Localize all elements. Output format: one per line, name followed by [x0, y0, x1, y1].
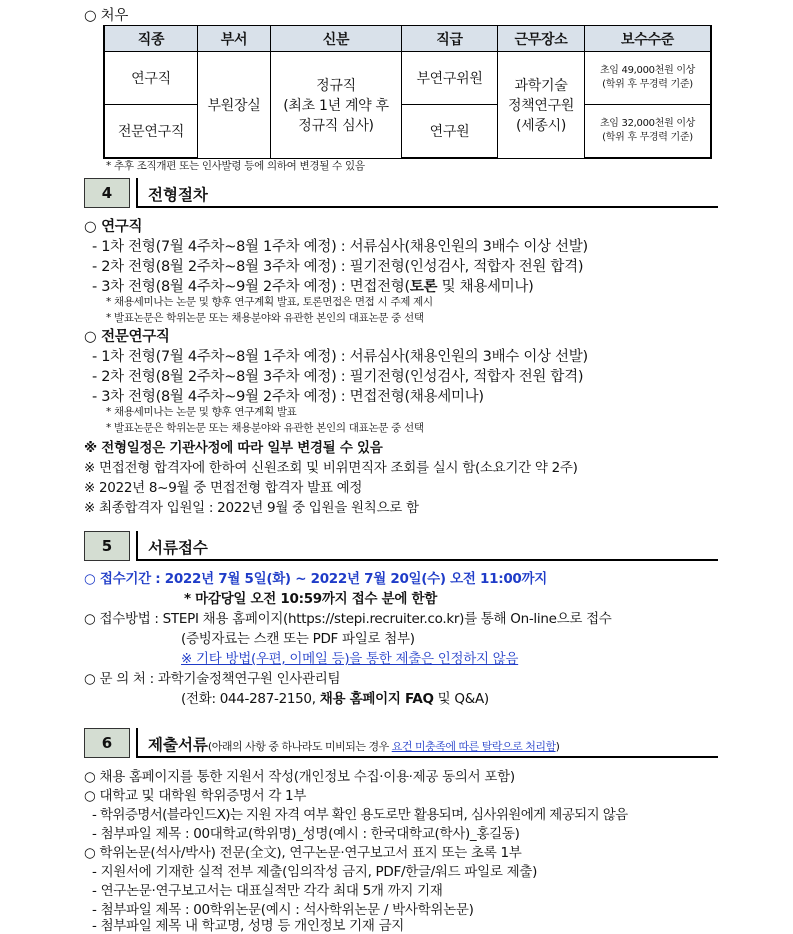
pro-heading: ○ 전문연구직 [84, 329, 170, 345]
research-step-3-a: - 3차 전형(8월 4주차~9월 2주차 예정) : 면접전형( [92, 279, 410, 295]
section-6-header [84, 728, 718, 758]
method-sub: (증빙자료는 스캔 또는 PDF 파일로 첨부) [181, 631, 415, 647]
remark-bold: ※ 전형일정은 기관사정에 따라 일부 변경될 수 있음 [84, 440, 383, 456]
section-6-divider [136, 728, 138, 758]
status-line-3: 정규직 심사) [298, 117, 374, 134]
section-6-underline [136, 756, 718, 758]
salary-professional-line-1: 초임 32,000천원 이상 [599, 118, 696, 129]
research-heading: ○ 연구직 [84, 219, 143, 235]
section-6-subtitle-link[interactable]: 요건 미충족에 따른 탈락으로 처리함 [391, 740, 556, 753]
section-6-title [148, 733, 559, 755]
pro-step-2: - 2차 전형(8월 2주차~8월 3주차 예정) : 필기전형(인성검사, 적합자 전원 합격) [92, 369, 584, 385]
section-4-underline [136, 206, 718, 208]
research-note-2: * 발표논문은 학위논문 또는 채용분야와 유관한 본인의 대표논문 중 선택 [106, 312, 424, 324]
header-location: 근무장소 [498, 26, 585, 52]
section-5-number: 5 [84, 531, 130, 561]
status-line-2: (최초 1년 계약 후 [283, 97, 389, 114]
department-cell: 부원장실 [198, 52, 271, 159]
salary-research-line-1: 초임 49,000천원 이상 [599, 65, 696, 76]
application-method: ○ 접수방법 : STEPI 채용 홈페이지(https://stepi.recruiter.co.kr)를 통해 On-line으로 접수 [84, 611, 612, 627]
section-5-divider [136, 531, 138, 561]
status-line-1: 정규직 [316, 77, 356, 94]
header-rank: 직급 [402, 26, 498, 52]
application-period: ○ 접수기간 : 2022년 7월 5일(화) ~ 2022년 7월 20일(수) 오전 11:00까지 [84, 571, 548, 587]
header-job: 직종 [104, 26, 198, 52]
job-research: 연구직 [104, 52, 198, 105]
doc-line-7: - 연구논문·연구보고서는 대표실적만 각각 최대 5개 까지 기재 [92, 883, 443, 899]
section-4-divider [136, 178, 138, 208]
section-6-subtitle-a: (아래의 사항 중 하나라도 미비되는 경우 [207, 740, 392, 753]
research-step-1: - 1차 전형(7월 4주차~8월 1주차 예정) : 서류심사(채용인원의 3배수 이상 선발) [92, 239, 588, 255]
research-step-3 [92, 275, 533, 296]
section-4-title: 전형절차 [148, 186, 208, 204]
rank-research: 부연구위원 [402, 52, 498, 105]
salary-professional [585, 105, 712, 159]
research-note-1: * 채용세미나는 논문 및 향후 연구계획 발표, 토론면접은 면접 시 주제 제시 [106, 296, 433, 308]
doc-line-4: - 첨부파일 제목 : 00대학교(학위명)_성명(예시 : 한국대학교(학사)_홍길동) [92, 826, 520, 842]
salary-research-line-2: (학위 후 무경력 기준) [602, 79, 693, 90]
location-cell [498, 52, 585, 159]
section-5-header [84, 531, 718, 561]
contact-detail-b: 채용 홈페이지 FAQ [319, 691, 434, 707]
salary-research [585, 52, 712, 105]
remark-2: ※ 2022년 8~9월 중 면접전형 합격자 발표 예정 [84, 480, 363, 496]
contact-detail-c: 및 Q&A) [433, 691, 489, 707]
pro-note-2: * 발표논문은 학위논문 또는 채용분야와 유관한 본인의 대표논문 중 선택 [106, 422, 424, 434]
pro-step-1: - 1차 전형(7월 4주차~8월 1주차 예정) : 서류심사(채용인원의 3배수 이상 선발) [92, 349, 588, 365]
doc-line-8: - 첨부파일 제목 : 00학위논문(예시 : 석사학위논문 / 박사학위논문) [92, 902, 474, 918]
remark-3: ※ 최종합격자 입원일 : 2022년 9월 중 입원을 원칙으로 함 [84, 500, 419, 516]
doc-line-3: - 학위증명서(블라인드X)는 지원 자격 여부 확인 용도로만 활용되며, 심사위원에게 제공되지 않음 [92, 807, 628, 823]
section-5-underline [136, 559, 718, 561]
location-line-1: 과학기술 [514, 77, 568, 94]
doc-line-5: ○ 학위논문(석사/박사) 전문(全文), 연구논문·연구보고서 표지 또는 초록 1부 [84, 845, 522, 861]
pro-note-1: * 채용세미나는 논문 및 향후 연구계획 발표 [106, 406, 297, 418]
remark-1: ※ 면접전형 합격자에 한하여 신원조회 및 비위면직자 조회를 실시 함(소요기간 약 2주) [84, 460, 578, 476]
contact: ○ 문 의 처 : 과학기술정책연구원 인사관리팀 [84, 671, 341, 687]
section-6-subtitle-c: ) [555, 740, 560, 753]
method-note-link[interactable]: ※ 기타 방법(우편, 이메일 등)을 통한 제출은 인정하지 않음 [181, 651, 519, 667]
section-6-title-text: 제출서류 [148, 736, 208, 754]
research-step-2: - 2차 전형(8월 2주차~8월 3주차 예정) : 필기전형(인성검사, 적합자 전원 합격) [92, 259, 584, 275]
contact-detail [181, 687, 489, 707]
status-cell [271, 52, 402, 159]
section-6-number: 6 [84, 728, 130, 758]
research-step-3-c: 및 채용세미나) [437, 279, 534, 295]
header-salary: 보수수준 [585, 26, 712, 52]
doc-line-9: - 첨부파일 제목 내 학교명, 성명 등 개인정보 기재 금지 [92, 918, 405, 934]
contact-detail-a: (전화: 044-287-2150, [181, 691, 320, 707]
header-status: 신분 [271, 26, 402, 52]
treatment-note: * 추후 조직개편 또는 인사발령 등에 의하여 변경될 수 있음 [106, 160, 365, 172]
location-line-3: (세종시) [516, 117, 566, 134]
section-6-subtitle [208, 740, 559, 753]
doc-line-1: ○ 채용 홈페이지를 통한 지원서 작성(개인정보 수집·이용·제공 동의서 포함) [84, 769, 515, 785]
treatment-table [103, 25, 712, 159]
rank-professional: 연구원 [402, 105, 498, 159]
treatment-heading: ○ 처우 [84, 8, 129, 24]
header-department: 부서 [198, 26, 271, 52]
location-line-2: 정책연구원 [507, 97, 575, 114]
doc-line-6: - 지원서에 기재한 실적 전부 제출(임의작성 금지, PDF/한글/워드 파일로 제출) [92, 864, 538, 880]
section-5-title: 서류접수 [148, 539, 208, 557]
section-4-header [84, 178, 718, 208]
deadline-note: * 마감당일 오전 10:59까지 접수 분에 한함 [184, 591, 438, 607]
job-professional: 전문연구직 [104, 105, 198, 159]
doc-line-2: ○ 대학교 및 대학원 학위증명서 각 1부 [84, 788, 307, 804]
pro-step-3: - 3차 전형(8월 4주차~9월 2주차 예정) : 면접전형(채용세미나) [92, 389, 484, 405]
research-step-3-b: 토론 [409, 279, 438, 295]
section-4-number: 4 [84, 178, 130, 208]
salary-professional-line-2: (학위 후 무경력 기준) [602, 132, 693, 143]
